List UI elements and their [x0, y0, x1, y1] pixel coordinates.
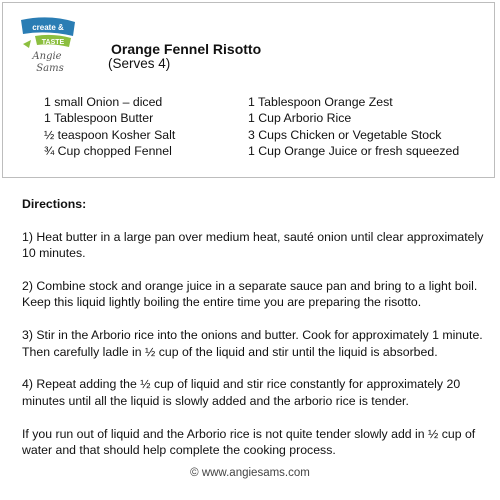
- ingredient-item: 1 Cup Orange Juice or fresh squeezed: [248, 144, 460, 159]
- direction-step: 4) Repeat adding the ½ cup of liquid and stir rice constantly for approximately 20 minutes until all the liquid is slowly added and the arborio rice is tender.: [22, 377, 461, 408]
- ingredient-item: 1 small Onion – diced: [44, 95, 163, 109]
- ingredient-item: ¾ Cup chopped Fennel: [44, 144, 172, 159]
- svg-text:create &: create &: [32, 23, 64, 32]
- ingredient-item: 1 Tablespoon Butter: [44, 111, 154, 126]
- svg-text:TASTE: TASTE: [41, 39, 65, 46]
- create-and-taste-logo-icon: [17, 14, 81, 76]
- direction-step: 2) Combine stock and orange juice in a separate sauce pan and bring to a light boil. Keep this liquid lightly boiling the entire time you are preparing the risotto.: [22, 279, 478, 310]
- ingredients-left-column: [44, 94, 175, 160]
- ingredients-right-column: [248, 94, 459, 160]
- ingredient-item: ½ teaspoon Kosher Salt: [44, 127, 176, 142]
- footer-copyright: © www.angiesams.com: [190, 467, 310, 479]
- directions-heading: Directions:: [22, 197, 87, 211]
- recipe-title: Orange Fennel Risotto: [111, 41, 262, 57]
- svg-text:Angie: Angie: [32, 51, 62, 62]
- ingredient-item: 1 Tablespoon Orange Zest: [248, 95, 393, 109]
- direction-step: 1) Heat butter in a large pan over medium heat, sauté onion until clear approximately 10 minutes.: [22, 229, 484, 261]
- directions-section: [22, 196, 484, 475]
- direction-step: 3) Stir in the Arborio rice into the onions and butter. Cook for approximately 1 minute. Then carefully ladle in ½ cup of the liquid and stir until the liquid is absorbed.: [22, 328, 483, 359]
- recipe-serves: (Serves 4): [108, 56, 171, 71]
- ingredient-item: 3 Cups Chicken or Vegetable Stock: [248, 127, 442, 142]
- svg-text:Sams: Sams: [36, 63, 64, 74]
- direction-note: If you run out of liquid and the Arborio rice is not quite tender slowly add in ½ cup of water and that should help complete the cooking process.: [22, 426, 476, 458]
- ingredient-item: 1 Cup Arborio Rice: [248, 111, 352, 126]
